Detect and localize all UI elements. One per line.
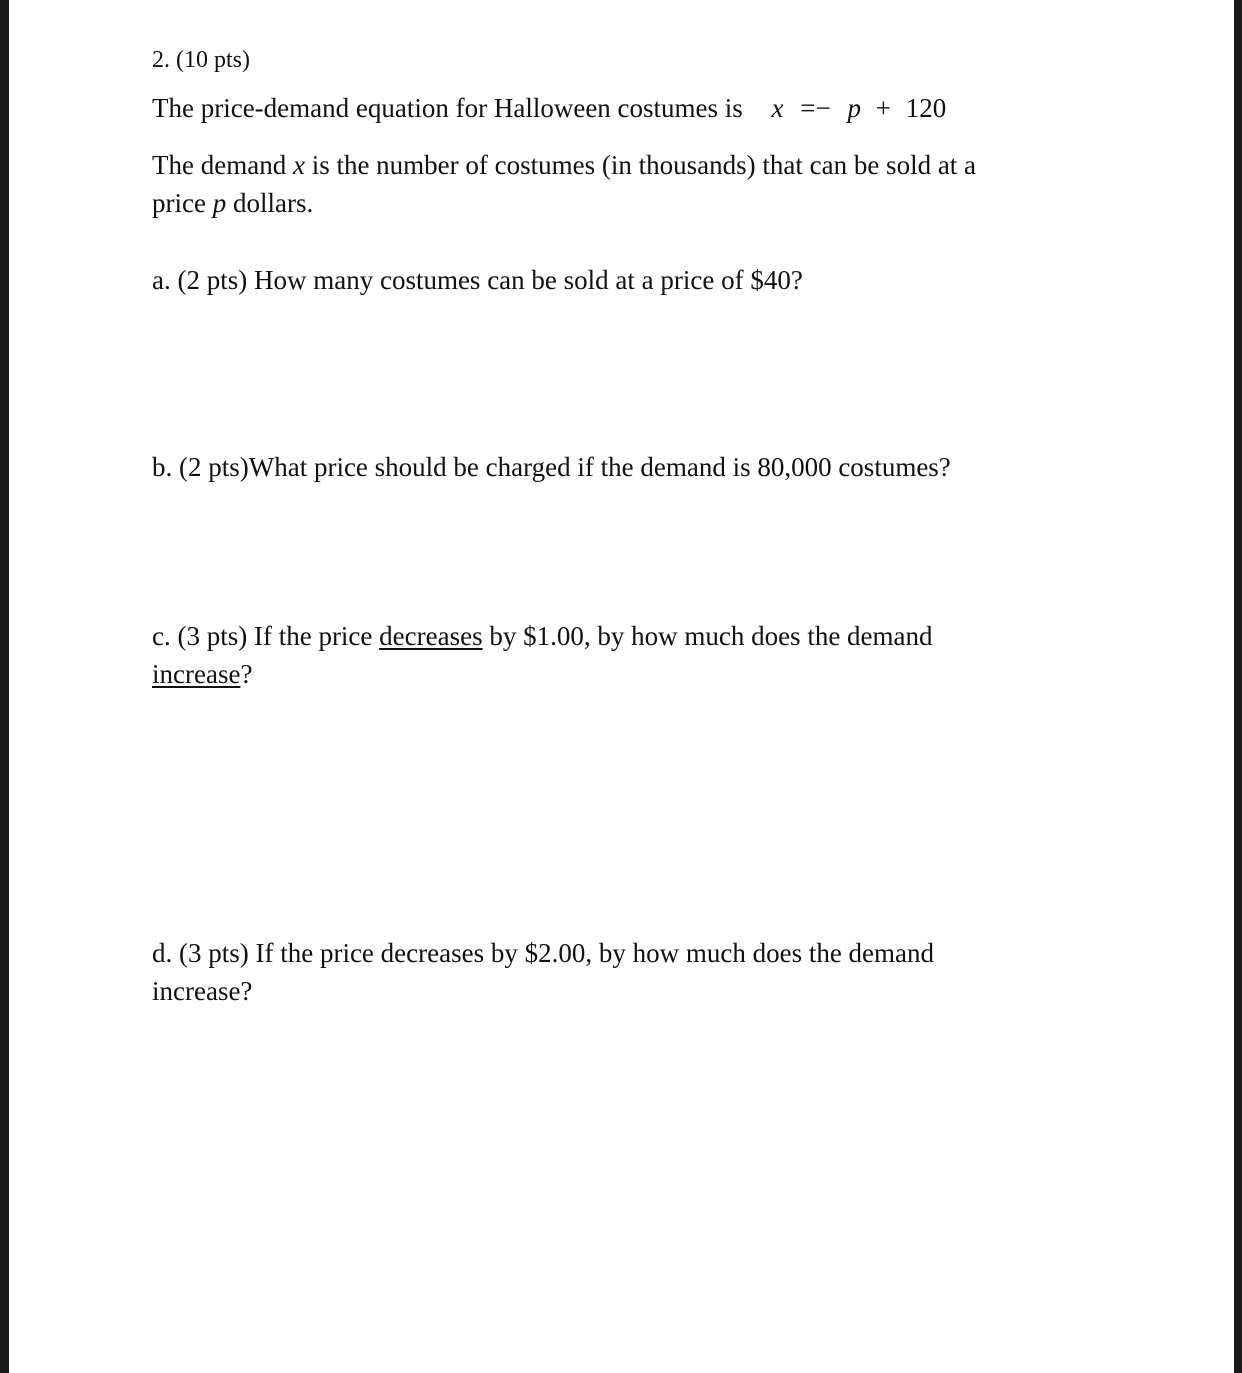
demand-description-line-2 bbox=[152, 184, 313, 222]
demand-text: price bbox=[152, 188, 206, 218]
question-d-line-1: d. (3 pts) If the price decreases by $2.00, by how much does the demand bbox=[152, 938, 935, 968]
question-c-text: c. (3 pts) If the price bbox=[152, 621, 373, 651]
question-d-line-2: increase? bbox=[152, 976, 253, 1006]
equation-constant: 120 bbox=[905, 93, 947, 123]
question-a: a. (2 pts) How many costumes can be sold at a price of $40? bbox=[152, 265, 803, 295]
demand-description-line-1 bbox=[152, 146, 976, 184]
variable-x: x bbox=[292, 150, 305, 180]
question-b: b. (2 pts)What price should be charged if the demand is 80,000 costumes? bbox=[152, 452, 951, 482]
equation-x: x bbox=[771, 93, 784, 123]
price-demand-equation bbox=[772, 89, 947, 127]
demand-text: is the number of costumes (in thousands) that can be sold at a bbox=[311, 150, 977, 180]
equation-line bbox=[152, 89, 946, 127]
equation-p: p bbox=[847, 93, 861, 123]
question-c-text: by $1.00, by how much does the demand bbox=[489, 621, 933, 651]
question-mark: ? bbox=[240, 659, 253, 689]
problem-heading: 2. (10 pts) bbox=[152, 47, 250, 73]
worksheet-page bbox=[9, 0, 1234, 1373]
underlined-decreases: decreases bbox=[379, 621, 483, 651]
question-c-line-1 bbox=[152, 617, 933, 655]
equation-plus: + bbox=[875, 93, 891, 123]
question-c-line-2 bbox=[152, 655, 252, 693]
underlined-increase: increase bbox=[152, 659, 241, 689]
equation-intro: The price-demand equation for Halloween costumes is bbox=[152, 93, 743, 123]
variable-p: p bbox=[212, 188, 227, 218]
demand-text: The demand bbox=[152, 150, 287, 180]
equation-operator: =− bbox=[800, 93, 831, 123]
demand-text: dollars. bbox=[232, 188, 314, 218]
